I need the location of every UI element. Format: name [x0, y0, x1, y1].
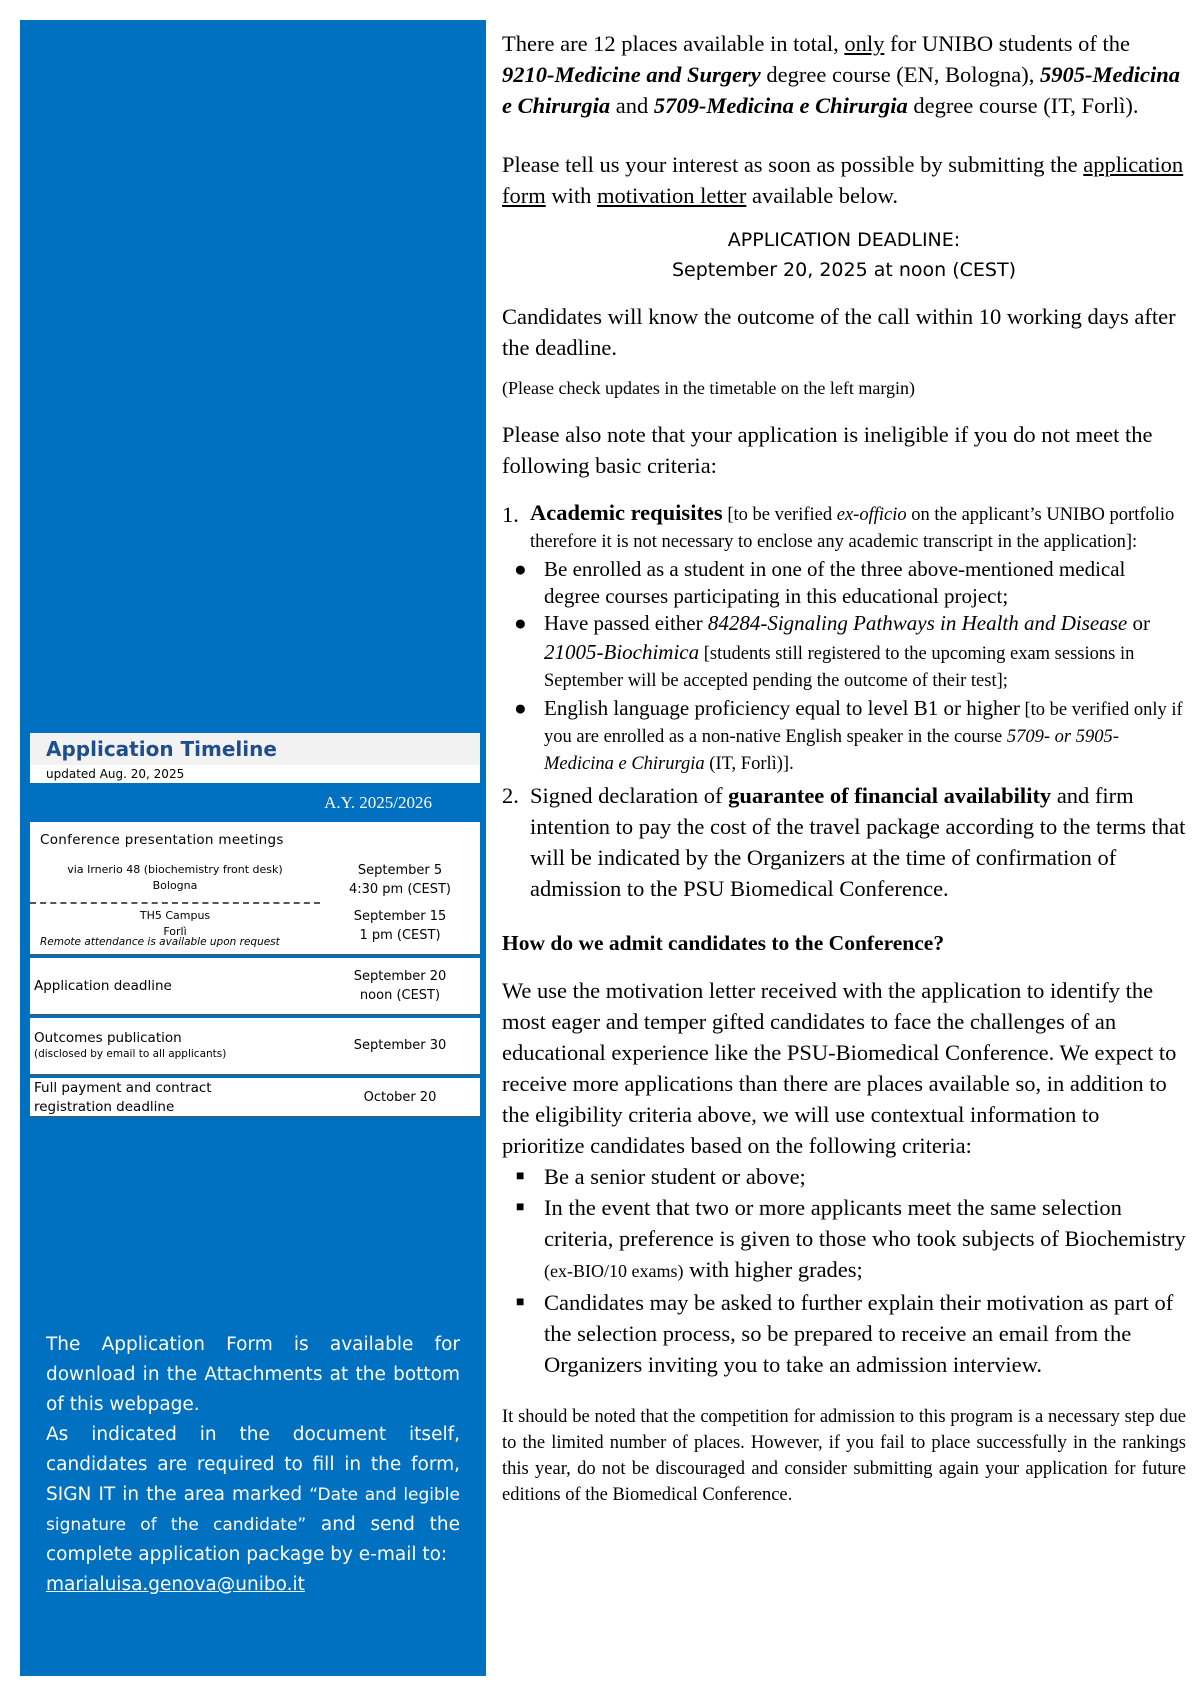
requirement-financial — [502, 780, 1186, 904]
bullet-icon: ● — [514, 611, 527, 635]
timeline-payment-row — [30, 1078, 480, 1117]
intro-paragraph — [502, 28, 1186, 121]
intro-and: and — [610, 93, 654, 118]
bullet-2-text-a: Have passed either — [544, 611, 708, 635]
bullet-item — [502, 695, 1186, 778]
square-bullet-icon: ■ — [516, 1169, 525, 1184]
course-9210: 9210-Medicine and Surgery — [502, 62, 761, 87]
academic-year: A.Y. 2025/2026 — [30, 783, 480, 819]
intro-text-3: degree course (EN, Bologna), — [760, 62, 1041, 87]
meeting-2-datetime — [320, 907, 480, 945]
application-timeline — [30, 733, 480, 1117]
bullet-2-text-b: [students still registered to the upcoming exam sessions in September will be accepted pending the outcome of their test]; — [544, 644, 1135, 691]
meeting-1-location — [30, 862, 320, 894]
course-5709: 5709-Medicina e Chirurgia — [653, 93, 908, 118]
application-form-link[interactable]: application form — [502, 152, 1184, 208]
bullet-3-text-c: (IT, Forlì)]. — [704, 754, 794, 774]
timeline-outcomes-row — [30, 1018, 480, 1075]
bullet-3-italic: 5709- or 5905-Medicina e Chirurgia — [544, 727, 1119, 774]
meetings-heading: Conference presentation meetings — [40, 832, 284, 848]
remote-note: Remote attendance is available upon request — [40, 936, 280, 948]
intro-only: only — [844, 31, 885, 56]
req1-italic: ex-officio — [836, 505, 907, 525]
bullet-3-text-b: [to be verified only if you are enrolled as a non-native English speaker in the course — [544, 700, 1183, 747]
criteria-intro: Please also note that your application is ineligible if you do not meet the following basic criteria: — [502, 422, 1153, 478]
timeline-title: Application Timeline — [30, 733, 480, 765]
payment-label-line-1: Full payment and contract — [34, 1080, 212, 1096]
timeline-deadline-row — [30, 958, 480, 1015]
square-bullet-icon: ■ — [516, 1295, 525, 1310]
criteria-3-text: Candidates may be asked to further explain their motivation as part of the selection process, so be prepared to receive an email from the Organizers inviting you to take an admission interview. — [544, 1290, 1174, 1377]
meeting-2-date: September 15 — [353, 909, 447, 924]
meeting-1-city: Bologna — [152, 879, 198, 892]
deadline-title: APPLICATION DEADLINE: — [727, 229, 961, 251]
academic-bullets — [502, 556, 1186, 778]
timeline-updated: updated Aug. 20, 2025 — [30, 765, 480, 783]
application-form-info — [46, 1330, 460, 1600]
deadline-banner — [502, 225, 1186, 285]
requirements-list — [502, 499, 1186, 904]
interest-text: Please tell us your interest as soon as possible by submitting the — [502, 152, 1084, 177]
contact-email-link[interactable]: marialuisa.genova@unibo.it — [46, 1574, 305, 1595]
deadline-when: September 20, 2025 at noon (CEST) — [672, 259, 1016, 281]
req1-text-a: [to be verified — [722, 505, 837, 525]
bullet-2-or: or — [1127, 611, 1150, 635]
financial-guarantee: guarantee of financial availability — [728, 783, 1052, 808]
intro-text-2: for UNIBO students of the — [884, 31, 1130, 56]
criteria-2-text-b: with higher grades; — [683, 1257, 863, 1282]
selection-criteria-list — [502, 1161, 1186, 1380]
criteria-item — [502, 1192, 1186, 1287]
requirement-number: 1. — [502, 502, 519, 527]
outcomes-sub: (disclosed by email to all applicants) — [34, 1048, 227, 1060]
req1-text-b: on the applicant’s UNIBO portfolio therefore it is not necessary to enclose any academic transcript in the application]: — [530, 505, 1175, 552]
square-bullet-icon: ■ — [516, 1200, 525, 1215]
meeting-2-time: 1 pm (CEST) — [359, 928, 441, 943]
course-5905: 5905-Medicina e Chirurgia — [502, 62, 1181, 118]
criteria-1-text: Be a senior student or above; — [544, 1164, 806, 1189]
meeting-1-time: 4:30 pm (CEST) — [348, 882, 451, 897]
outcomes-date: September 30 — [353, 1038, 447, 1053]
interest-paragraph — [502, 149, 1186, 211]
meeting-2-city: Forlì — [163, 925, 187, 938]
meeting-divider — [30, 902, 320, 904]
meeting-1-datetime — [320, 861, 480, 899]
payment-date: October 20 — [363, 1090, 437, 1105]
criteria-2-text-a: In the event that two or more applicants meet the same selection criteria, preference is given to those who took subjects of Biochemistry — [544, 1195, 1186, 1251]
meeting-1-date: September 5 — [357, 863, 443, 878]
final-note: It should be noted that the competition for admission to this program is a necessary step due to the limited number of places. However, if you fail to place successfully in the rankings this year, do not be discouraged and consider submitting again your application for future editions of the Biomedical Conference. — [502, 1407, 1186, 1505]
deadline-datetime — [320, 967, 480, 1005]
meeting-1-place: via Irnerio 48 (biochemistry front desk) — [67, 863, 283, 876]
course-21005: 21005-Biochimica — [544, 640, 700, 664]
course-84284: 84284-Signaling Pathways in Health and Disease — [707, 611, 1128, 635]
requirement-academic-text — [530, 499, 1186, 556]
bullet-icon: ● — [514, 696, 527, 720]
form-availability: The Application Form is available for download in the Attachments at the bottom of this webpage. — [46, 1334, 460, 1415]
main-content — [502, 28, 1186, 1508]
academic-requisites-title: Academic requisites — [530, 500, 723, 525]
timeline-meetings-row — [30, 822, 480, 955]
admission-heading: How do we admit candidates to the Conference? — [502, 931, 945, 955]
admission-paragraph: We use the motivation letter received with the application to identify the most eager and temper gifted candidates to face the challenges of an educational experience like the PSU-Biomedical Conference. We expect to receive more applications than there are places available so, in addition to the eligibility criteria above, we will use contextual information to prioritize candidates based on the following criteria: — [502, 978, 1177, 1158]
requirement-number: 2. — [502, 783, 519, 808]
check-updates-note: (Please check updates in the timetable on the left margin) — [502, 378, 916, 398]
req2-text-b: and firm intention to pay the cost of the travel package according to the terms that will be indicated by the Organizers at the time of confirmation of admission to the PSU Biomedical Conference. — [530, 783, 1186, 901]
meeting-2-place: TH5 Campus — [139, 909, 211, 922]
payment-label — [34, 1079, 212, 1117]
motivation-letter-link[interactable]: motivation letter — [597, 183, 747, 208]
requirement-academic — [502, 499, 1186, 778]
bullet-1-text: Be enrolled as a student in one of the three above-mentioned medical degree courses participating in this educational project; — [544, 557, 1126, 608]
criteria-item — [502, 1161, 1186, 1192]
deadline-time: noon (CEST) — [359, 988, 441, 1003]
instructions-text-a: As indicated in the document itself, candidates are required to fill in the form, SIGN IT in the area marked — [46, 1424, 460, 1505]
outcome-paragraph: Candidates will know the outcome of the call within 10 working days after the deadline. — [502, 304, 1176, 360]
bullet-item — [502, 556, 1186, 610]
req2-text-a: Signed declaration of — [530, 783, 729, 808]
outcomes-label: Outcomes publication — [34, 1030, 182, 1046]
deadline-label: Application deadline — [34, 978, 172, 994]
payment-label-line-2: registration deadline — [34, 1099, 175, 1115]
bullet-icon: ● — [514, 557, 527, 581]
deadline-date: September 20 — [353, 969, 447, 984]
criteria-item — [502, 1287, 1186, 1380]
intro-text: There are 12 places available in total, — [502, 31, 845, 56]
signature-quote: “Date and legible signature of the candidate” — [46, 1485, 460, 1535]
intro-text-4: degree course (IT, Forlì). — [907, 93, 1139, 118]
bullet-item — [502, 610, 1186, 695]
criteria-2-small: (ex-BIO/10 exams) — [544, 1261, 684, 1281]
bullet-3-text-a: English language proficiency equal to level B1 or higher — [544, 696, 1020, 720]
instructions-text-b: and send the complete application package by e-mail to: — [46, 1514, 460, 1565]
interest-text-2: available below. — [746, 183, 898, 208]
form-instructions — [46, 1420, 460, 1570]
interest-with: with — [545, 183, 598, 208]
